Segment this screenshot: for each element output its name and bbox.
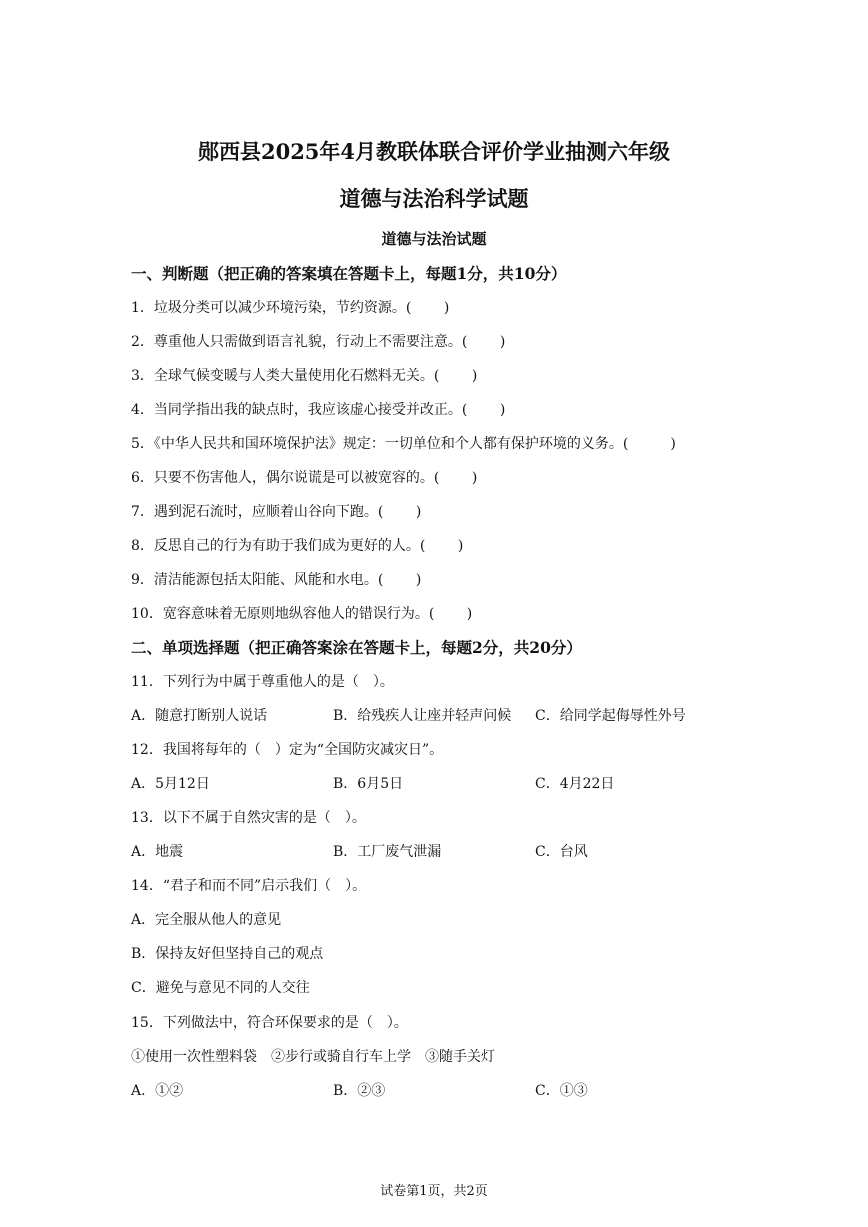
question-15-items: ①使用一次性塑料袋 ②步行或骑自行车上学 ③随手关灯 [131, 1049, 495, 1065]
question-15-option-a: A．①② [131, 1083, 184, 1099]
exam-title: 郧西县2025年4月教联体联合评价学业抽测六年级 [197, 139, 671, 164]
question-13-option-a: A．地震 [131, 844, 184, 860]
question-11-option-a: A．随意打断别人说话 [131, 708, 268, 724]
question-12-option-a: A．5月12日 [131, 776, 210, 792]
question-7: 7．遇到泥石流时，应顺着山谷向下跑。( ) [131, 504, 422, 520]
question-2: 2．尊重他人只需做到语言礼貌，行动上不需要注意。( ) [131, 334, 506, 350]
question-14-option-b: B．保持友好但坚持自己的观点 [131, 946, 324, 962]
question-14-option-c: C．避免与意见不同的人交往 [131, 980, 310, 996]
question-1: 1．垃圾分类可以减少环境污染，节约资源。( ) [131, 300, 450, 316]
question-9: 9．清洁能源包括太阳能、风能和水电。( ) [131, 572, 422, 588]
question-11-option-b: B．给残疾人让座并轻声问候 [333, 708, 512, 724]
question-15-option-c: C．①③ [535, 1083, 588, 1099]
question-11-option-c: C．给同学起侮辱性外号 [535, 708, 686, 724]
question-5: 5．《中华人民共和国环境保护法》规定：一切单位和个人都有保护环境的义务。( ) [131, 436, 676, 452]
exam-subject-title: 道德与法治科学试题 [339, 186, 529, 211]
question-14-option-a: A．完全服从他人的意见 [131, 912, 282, 928]
question-3: 3．全球气候变暖与人类大量使用化石燃料无关。( ) [131, 368, 478, 384]
question-8: 8．反思自己的行为有助于我们成为更好的人。( ) [131, 538, 464, 554]
question-13-option-b: B．工厂废气泄漏 [333, 844, 442, 860]
section-1-heading: 一、判断题（把正确的答案填在答题卡上，每题1分，共10分） [131, 264, 567, 283]
question-11: 11．下列行为中属于尊重他人的是（ ）。 [131, 674, 394, 690]
question-12-option-b: B．6月5日 [333, 776, 404, 792]
part-title: 道德与法治试题 [381, 230, 487, 248]
question-6: 6．只要不伤害他人，偶尔说谎是可以被宽容的。( ) [131, 470, 478, 486]
question-12-option-c: C．4月22日 [535, 776, 615, 792]
question-15-option-b: B．②③ [333, 1083, 386, 1099]
question-13-option-c: C．台风 [535, 844, 588, 860]
question-15: 15．下列做法中，符合环保要求的是（ ）。 [131, 1015, 408, 1031]
question-10: 10．宽容意味着无原则地纵容他人的错误行为。( ) [131, 606, 473, 622]
question-4: 4．当同学指出我的缺点时，我应该虚心接受并改正。( ) [131, 402, 506, 418]
question-13: 13．以下不属于自然灾害的是（ ）。 [131, 810, 366, 826]
page-footer: 试卷第1页，共2页 [380, 1184, 488, 1199]
question-14: 14．“君子和而不同”启示我们（ ）。 [131, 878, 367, 894]
question-12: 12．我国将每年的（ ）定为“全国防灾减灾日”。 [131, 742, 444, 758]
section-2-heading: 二、单项选择题（把正确答案涂在答题卡上，每题2分，共20分） [131, 638, 582, 657]
